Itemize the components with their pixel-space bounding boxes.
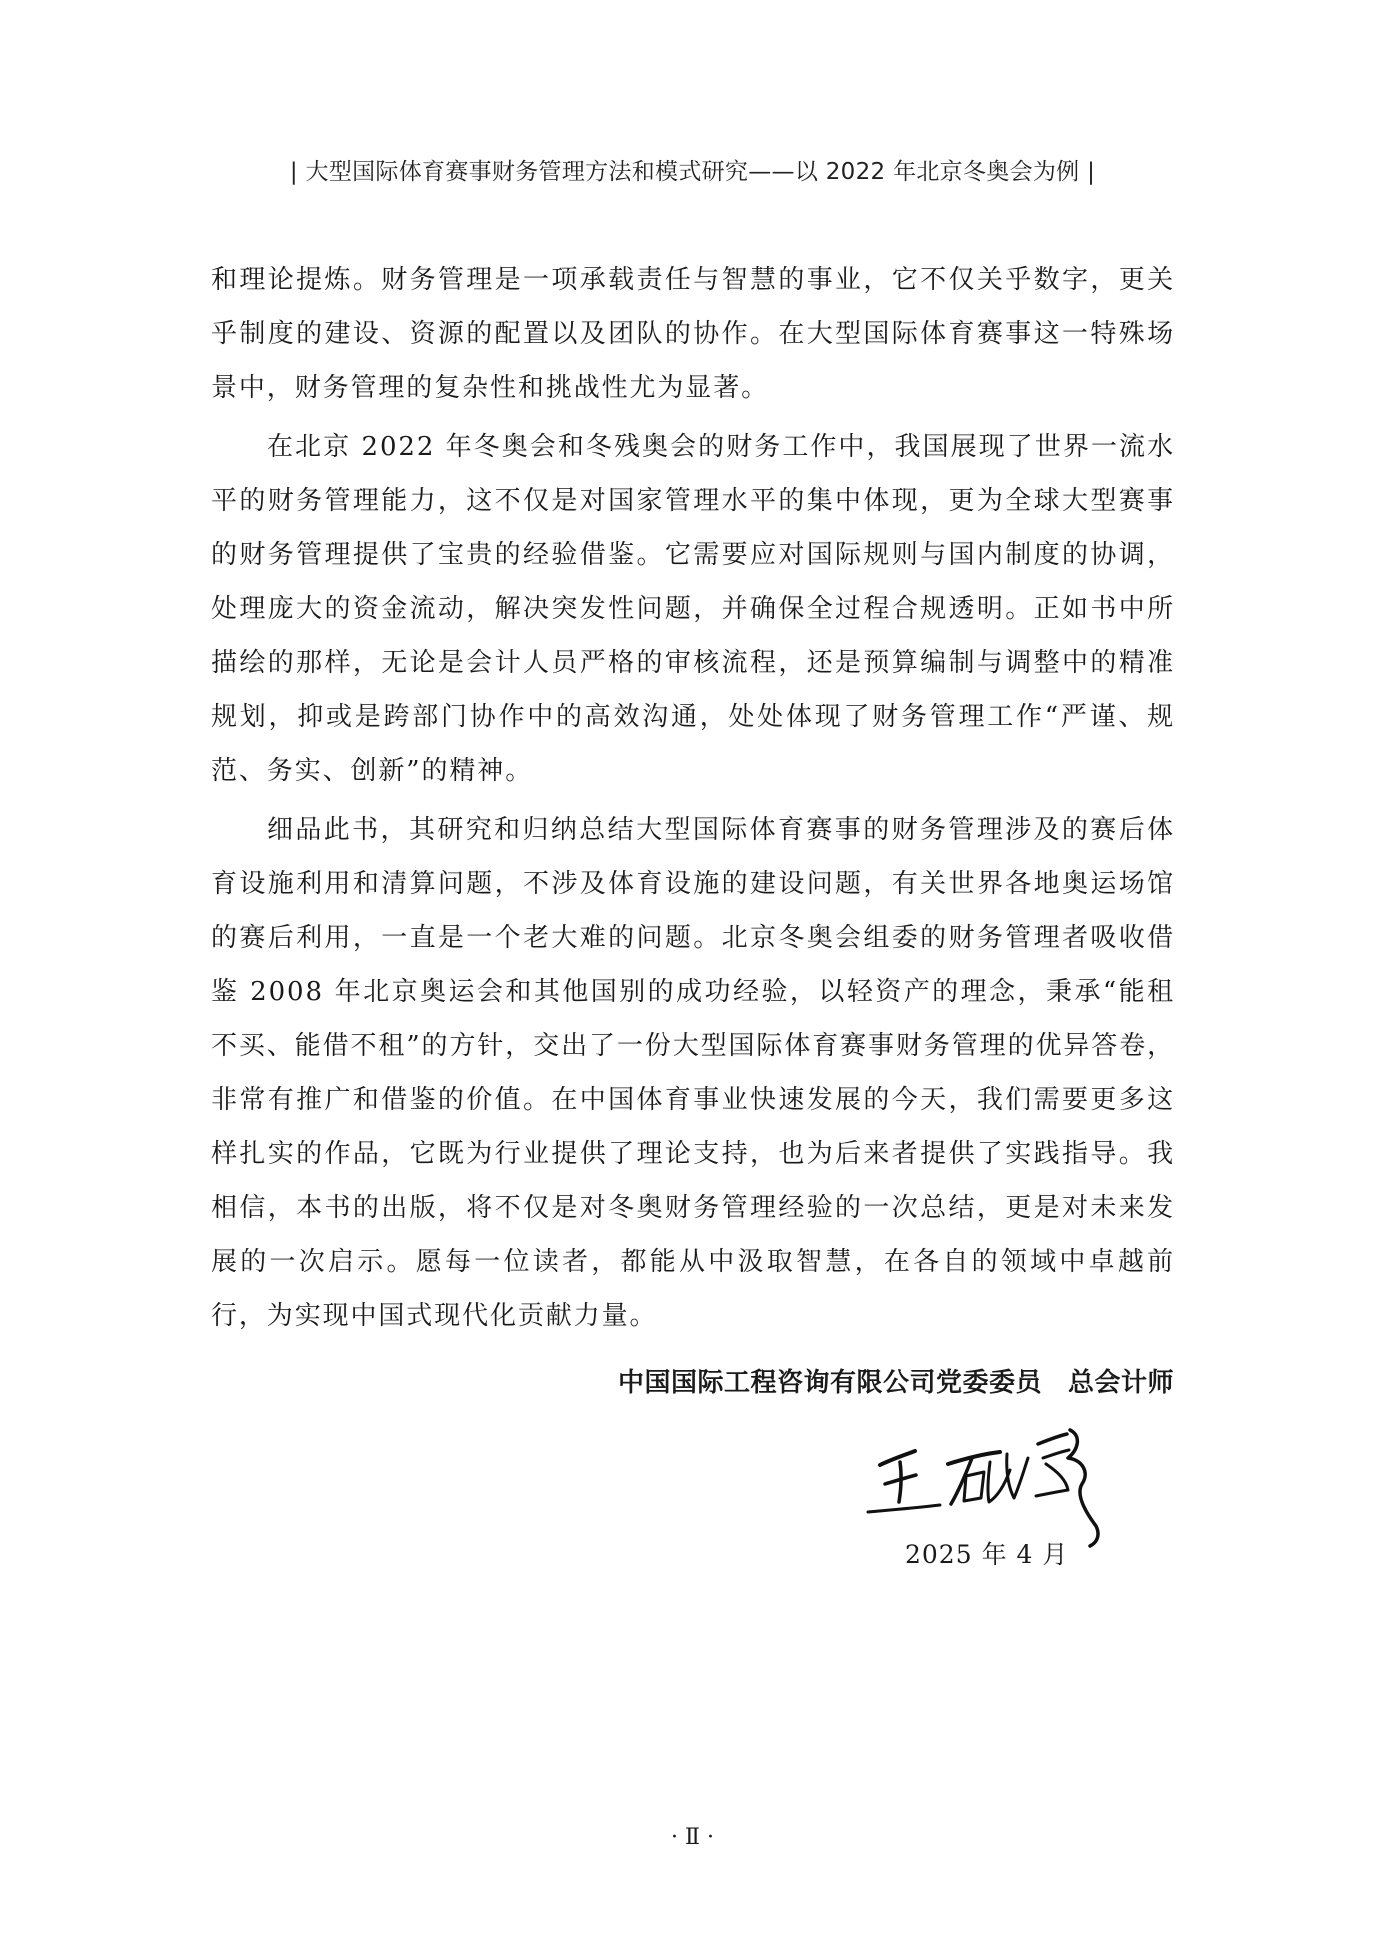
handwritten-signature xyxy=(860,1418,1125,1548)
running-header: | 大型国际体育赛事财务管理方法和模式研究——以 2022 年北京冬奥会为例 | xyxy=(289,159,1096,185)
page-number: · Ⅱ · xyxy=(671,1825,714,1850)
paragraph: 细品此书，其研究和归纳总结大型国际体育赛事的财务管理涉及的赛后体育设施利用和清算问题，不涉及体育设施的建设问题，有关世界各地奥运场馆的赛后利用，一直是一个老大难的问题。北京冬奥会组委的财务管理者吸收借鉴 2008 年北京奥运会和其他国别的成功经验，以轻资产的理念，秉承“能租不买、能借不租”的方针，交出了一份大型国际体育赛事财务管理的优异答卷，非常有推广和借鉴的价值。在中国体育事业快速发展的今天，我们需要更多这样扎实的作品，它既为行业提供了理论支持，也为后来者提供了实践指导。我相信，本书的出版，将不仅是对冬奥财务管理经验的一次总结，更是对未来发展的一次启示。愿每一位读者，都能从中汲取智慧，在各自的领域中卓越前行，为实现中国式现代化贡献力量。 xyxy=(211,815,1175,1331)
paragraph-continuation: 和理论提炼。财务管理是一项承载责任与智慧的事业，它不仅关乎数字，更关乎制度的建设、资源的配置以及团队的协作。在大型国际体育赛事这一特殊场景中，财务管理的复杂性和挑战性尤为显著。 xyxy=(211,265,1175,403)
signature-title xyxy=(618,1362,1174,1399)
signature-date: 2025 年 4 月 xyxy=(905,1540,1069,1569)
paragraph: 在北京 2022 年冬奥会和冬残奥会的财务工作中，我国展现了世界一流水平的财务管理能力，这不仅是对国家管理水平的集中体现，更为全球大型赛事的财务管理提供了宝贵的经验借鉴。它需要应对国际规则与国内制度的协调，处理庞大的资金流动，解决突发性问题，并确保全过程合规透明。正如书中所描绘的那样，无论是会计人员严格的审核流程，还是预算编制与调整中的精准规划，抑或是跨部门协作中的高效沟通，处处体现了财务管理工作“严谨、规范、务实、创新”的精神。 xyxy=(211,432,1175,786)
signer-position: 总会计师 xyxy=(1067,1368,1174,1398)
body-text xyxy=(211,253,1175,1348)
signer-organization-role: 中国国际工程咨询有限公司党委委员 xyxy=(617,1368,1042,1398)
